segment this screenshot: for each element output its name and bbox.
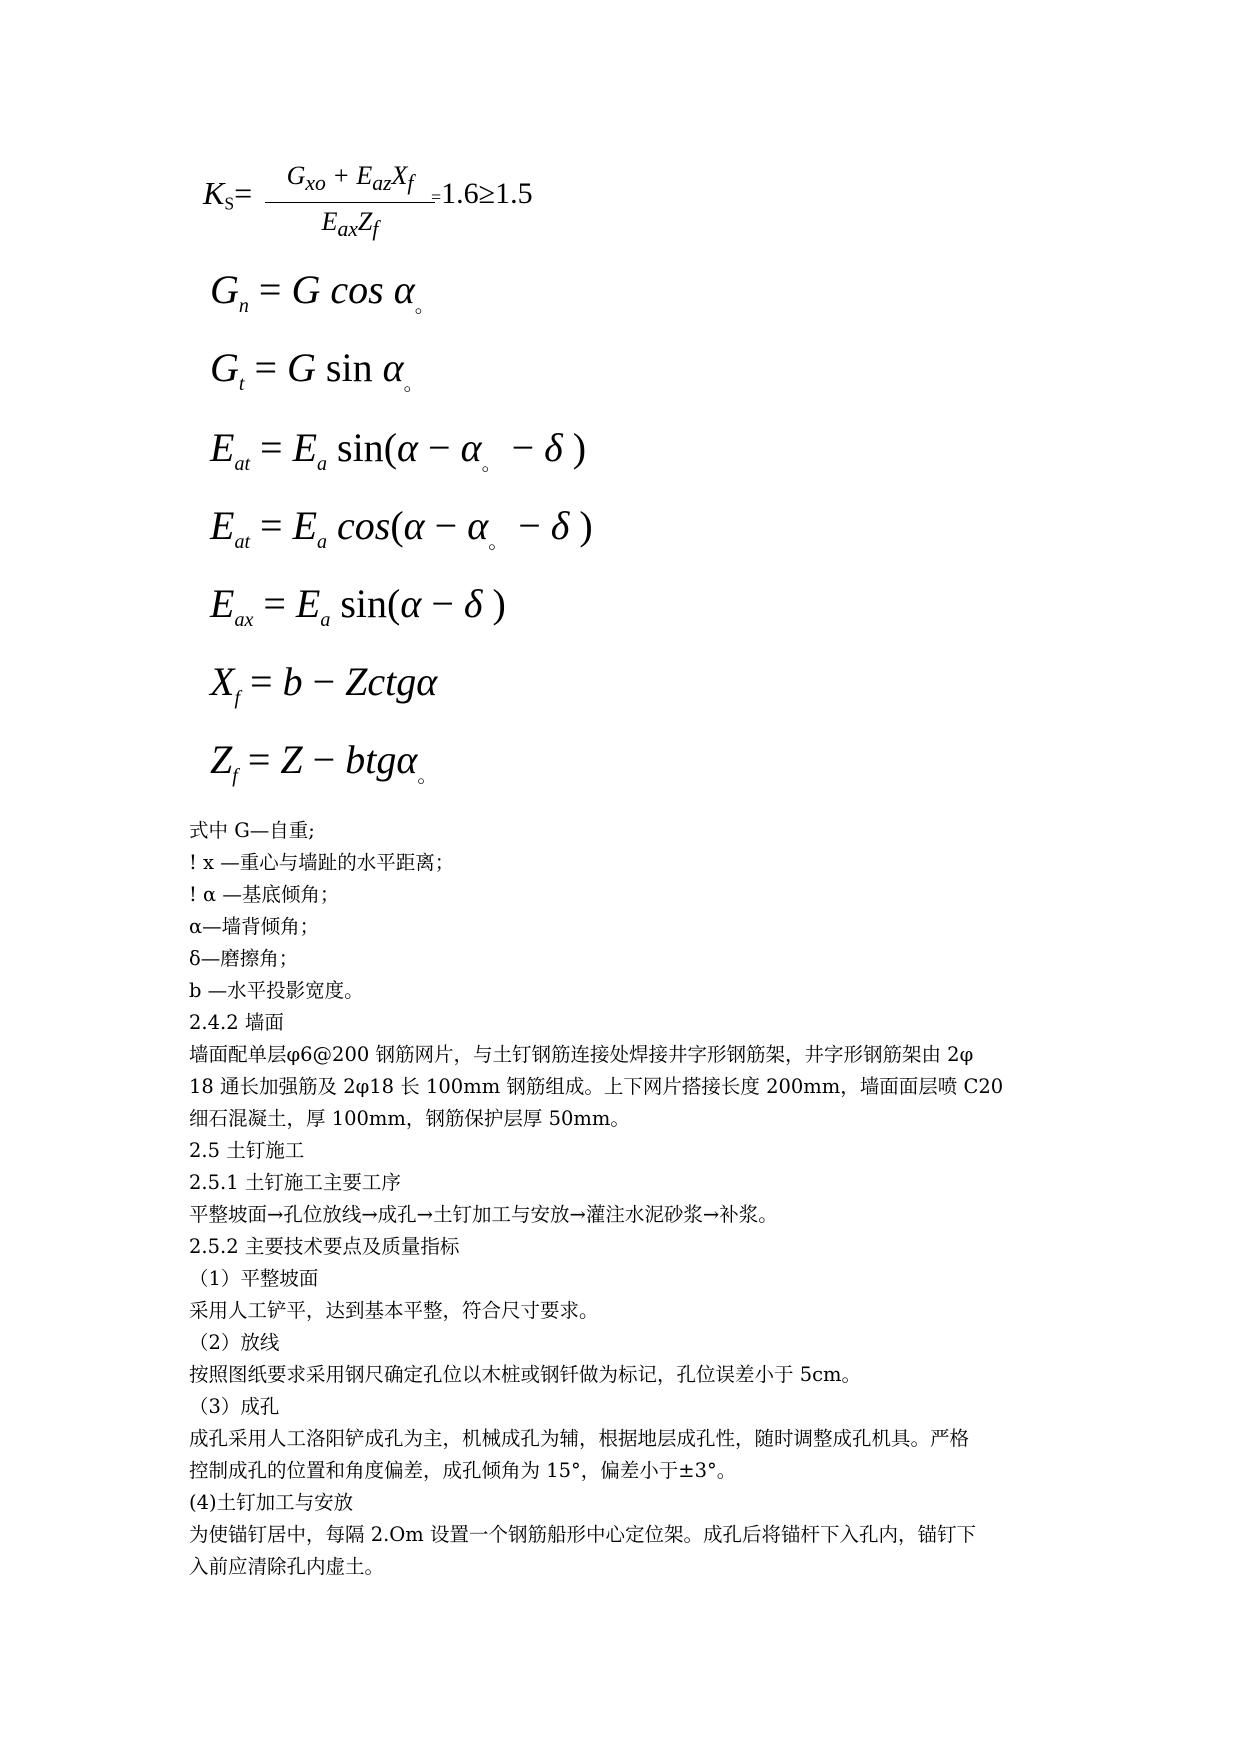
- ks-denominator: $E_{ax}Z_f$: [321, 207, 379, 242]
- formula-zf: $Z_f = Z - btg\alpha_。$: [210, 737, 438, 787]
- paragraph-line: 18 通长加强筋及 2φ18 长 100mm 钢筋组成。上下网片搭接长度 200mm，墙面面层喷 C20: [189, 1075, 1004, 1098]
- subsection-heading: （3）成孔: [189, 1395, 280, 1418]
- section-heading: 2.5 土钉施工: [189, 1139, 305, 1162]
- fraction-bar: [265, 202, 435, 203]
- section-heading: 2.5.2 主要技术要点及质量指标: [189, 1235, 460, 1258]
- subsection-heading: （2）放线: [189, 1331, 280, 1354]
- subsection-heading: (4)土钉加工与安放: [189, 1491, 354, 1514]
- text-line: ! α —基底倾角；: [189, 883, 340, 906]
- section-heading: 2.5.1 土钉施工主要工序: [189, 1171, 401, 1194]
- formula-eat-cos: $E_{at} = E_a$ $\cos(\alpha - \alpha_。 - \delta$ ): [210, 503, 593, 553]
- text-line: α—墙背倾角；: [189, 915, 320, 938]
- paragraph-line: 墙面配单层φ6@200 钢筋网片，与土钉钢筋连接处焊接井字形钢筋架，井字形钢筋架由 2φ: [189, 1043, 974, 1066]
- text-line: δ—磨擦角；: [189, 947, 299, 970]
- formula-eat-sin: $E_{at} = E_a$ $\sin(\alpha - \alpha_。 - \delta$ ): [210, 425, 587, 475]
- section-heading: 2.4.2 墙面: [189, 1011, 284, 1034]
- paragraph-line: 采用人工铲平，达到基本平整，符合尺寸要求。: [189, 1299, 599, 1322]
- formula-gt: $G_t = G$ $\sin \alpha_。$: [210, 345, 424, 395]
- paragraph-line: 平整坡面→孔位放线→成孔→土钉加工与安放→灌注水泥砂浆→补浆。: [189, 1203, 778, 1226]
- text-line: 式中 G—自重;: [189, 819, 315, 842]
- subsection-heading: （1）平整坡面: [189, 1267, 319, 1290]
- ks-rhs: =1.6≥1.5: [431, 177, 533, 210]
- paragraph-line: 细石混凝土，厚 100mm，钢筋保护层厚 50mm。: [189, 1107, 630, 1130]
- paragraph-line: 成孔采用人工洛阳铲成孔为主，机械成孔为辅，根据地层成孔性，随时调整成孔机具。严格: [189, 1427, 970, 1450]
- ks-fraction: [265, 161, 435, 242]
- formula-gn: $G_n = G$ $\cos \alpha_。$: [210, 267, 435, 317]
- paragraph-line: 控制成孔的位置和角度偏差，成孔倾角为 15°，偏差小于±3°。: [189, 1459, 737, 1482]
- paragraph-line: 按照图纸要求采用钢尺确定孔位以木桩或钢钎做为标记，孔位误差小于 5cm。: [189, 1363, 862, 1386]
- ks-lhs: $K_S=$: [203, 175, 253, 214]
- text-line: ! x —重心与墙趾的水平距离；: [189, 851, 455, 874]
- formula-xf: $X_f = b$ − Zctgα: [210, 659, 438, 709]
- formula-eax: $E_{ax} = E_a$ sin(α − δ ): [210, 581, 506, 631]
- text-line: b —水平投影宽度。: [189, 979, 364, 1002]
- ks-numerator: $G_{xo} + E_{az}X_f$: [286, 161, 414, 196]
- paragraph-line: 入前应清除孔内虚土。: [189, 1555, 385, 1578]
- paragraph-line: 为使锚钉居中，每隔 2.Om 设置一个钢筋船形中心定位架。成孔后将锚杆下入孔内，锚钉下: [189, 1523, 976, 1546]
